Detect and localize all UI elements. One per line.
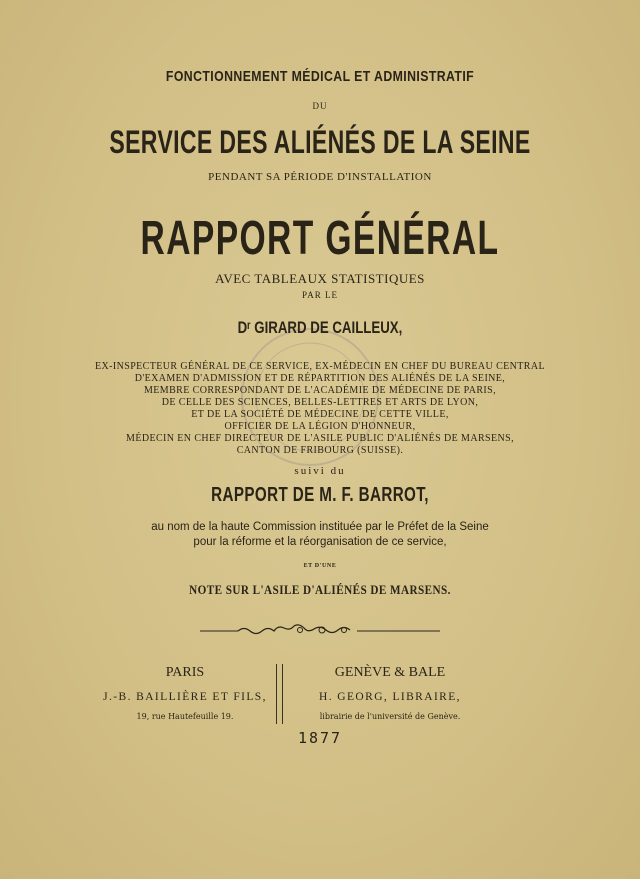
- title-line-1: FONCTIONNEMENT MÉDICAL ET ADMINISTRATIF: [165, 68, 475, 85]
- second-report-title: RAPPORT DE M. F. BARROT,: [211, 484, 429, 506]
- subtitle: AVEC TABLEAUX STATISTIQUES: [215, 271, 425, 286]
- par-le: PAR LE: [302, 290, 338, 300]
- publisher-left-name: J.-B. BAILLIÈRE ET FILS,: [103, 691, 267, 703]
- publisher-divider: [276, 664, 283, 724]
- title-line-3: SERVICE DES ALIÉNÉS DE LA SEINE: [109, 124, 531, 160]
- ornament-rule: [0, 622, 640, 640]
- publication-year: 1877: [297, 729, 343, 747]
- publisher-right-address: librairie de l'université de Genève.: [319, 712, 461, 721]
- publisher-left-address: 19, rue Hautefeuille 19.: [136, 712, 234, 721]
- main-title: RAPPORT GÉNÉRAL: [140, 212, 500, 265]
- credential-line: EX-INSPECTEUR GÉNÉRAL DE CE SERVICE, EX-MÉDECIN EN CHEF DU BUREAU CENTRAL: [95, 361, 545, 372]
- et-d-une: ET D'UNE: [303, 563, 337, 569]
- title-line-2: DU: [312, 101, 328, 111]
- credential-line: D'EXAMEN D'ADMISSION ET DE RÉPARTITION DES ALIÉNÉS DE LA SEINE,: [134, 373, 506, 384]
- credential-line: DE CELLE DES SCIENCES, BELLES-LETTRES ET ARTS DE LYON,: [161, 397, 479, 408]
- credential-line: ET DE LA SOCIÉTÉ DE MÉDECINE DE CETTE VILLE,: [191, 409, 449, 420]
- note-title: NOTE SUR L'ASILE D'ALIÉNÉS DE MARSENS.: [189, 582, 451, 597]
- credential-line: OFFICIER DE LA LÉGION D'HONNEUR,: [224, 421, 416, 432]
- publisher-left-city: PARIS: [165, 665, 205, 680]
- credential-line: MÉDECIN EN CHEF DIRECTEUR DE L'ASILE PUBLIC D'ALIÉNÉS DE MARSENS,: [126, 433, 514, 444]
- publisher-right-name: H. GEORG, LIBRAIRE,: [319, 691, 461, 703]
- suivi-du: suivi du: [294, 465, 346, 477]
- commission-line-1: au nom de la haute Commission instituée par le Préfet de la Seine: [151, 521, 489, 533]
- credential-line: MEMBRE CORRESPONDANT DE L'ACADÉMIE DE MÉDECINE DE PARIS,: [144, 385, 496, 396]
- commission-line-2: pour la réforme et la réorganisation de ce service,: [193, 536, 447, 548]
- credential-line: CANTON DE FRIBOURG (SUISSE).: [236, 445, 404, 456]
- title-line-4: PENDANT SA PÉRIODE D'INSTALLATION: [208, 171, 432, 183]
- publisher-right-city: GENÈVE & BALE: [334, 665, 446, 680]
- author: Dʳ GIRARD DE CAILLEUX,: [237, 318, 403, 337]
